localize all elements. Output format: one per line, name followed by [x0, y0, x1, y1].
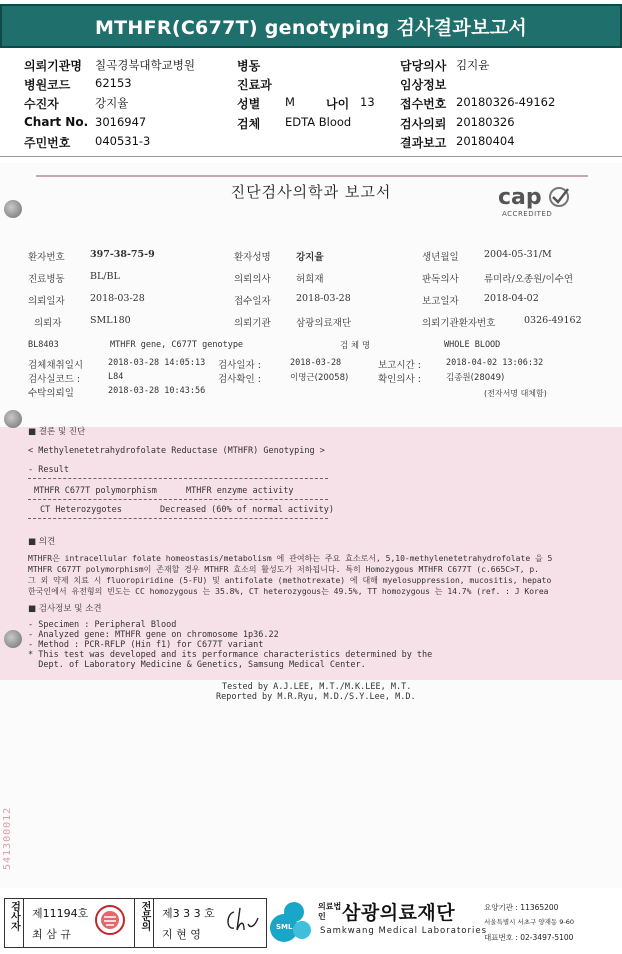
- value-patient-name: 강지율: [296, 252, 324, 263]
- opinion-text: [28, 553, 620, 597]
- label-specimen: 검체: [237, 117, 261, 131]
- value-age: 13: [360, 95, 375, 109]
- label-institution: 의뢰기관명: [24, 59, 82, 73]
- inspector-license: 제11194호: [32, 907, 89, 920]
- section-testinfo-heading: ■ 검사정보 및 소견: [28, 604, 102, 614]
- result-rule: [28, 518, 328, 519]
- value-requester: SML180: [90, 315, 131, 326]
- label-clinical-info: 임상정보: [400, 78, 447, 92]
- label-reading-doctor: 판독의사: [422, 274, 459, 285]
- value-consign-date: 2018-03-28 10:43:56: [108, 386, 206, 396]
- test-name: MTHFR gene, C677T genotype: [110, 340, 244, 350]
- test-code: BL8403: [28, 340, 59, 350]
- value-patient-number: 397-38-75-9: [90, 249, 155, 260]
- tested-by: Tested by A.J.LEE, M.T./M.K.LEE, M.T.: [222, 682, 412, 692]
- testinfo-text: [28, 620, 432, 670]
- label-patient: 수진자: [24, 97, 59, 111]
- report-heading: 진단검사의학과 보고서: [230, 183, 392, 201]
- specimen-label: 검 체 명: [340, 341, 371, 351]
- label-age: 나이: [326, 97, 350, 111]
- label-receipt-date: 접수일자: [234, 296, 271, 307]
- scan-top-rule: [36, 175, 588, 177]
- value-specimen: EDTA Blood: [285, 115, 352, 129]
- value-request-date-2: 2018-03-28: [90, 293, 145, 304]
- value-collection-time: 2018-03-28 14:05:13: [108, 358, 206, 368]
- specialist-license: 제3 3 3 호: [162, 907, 215, 920]
- section-result-heading: ■ 결론 및 진단: [28, 427, 86, 437]
- value-confirm-doctor: 김종원(28049): [446, 373, 505, 383]
- esign-note: (전자서명 대체함): [484, 389, 547, 398]
- value-hospital-code: 62153: [95, 76, 132, 90]
- value-report-time: 2018-04-02 13:06:32: [446, 358, 544, 368]
- label-request-date: 검사의뢰: [400, 117, 447, 131]
- label-sex: 성별: [237, 97, 261, 111]
- result-rule: [28, 478, 328, 479]
- label-lab-code: 검사실코드 :: [28, 374, 81, 385]
- label-report-date-2: 보고일자: [422, 296, 459, 307]
- testinfo-line: - Method : PCR-RFLP (Hin f1) for C677T variant: [28, 640, 264, 650]
- label-consign-date: 수탁의뢰일: [28, 388, 74, 399]
- value-receipt-date: 2018-03-28: [296, 293, 351, 304]
- inspector-label: 검사자: [8, 901, 20, 931]
- specimen-value: WHOLE BLOOD: [444, 340, 501, 350]
- org-code: 요양기관 : 11365200: [484, 903, 559, 912]
- value-reading-doctor: 류미라/오종원/이수연: [484, 274, 573, 285]
- testinfo-line: - Analyzed gene: MTHFR gene on chromosome 1p36.22: [28, 630, 279, 640]
- label-report-time: 보고시간 :: [378, 360, 421, 371]
- value-ward-2: BL/BL: [90, 271, 120, 282]
- testinfo-line: - Specimen : Peripheral Blood: [28, 620, 177, 630]
- value-requesting-org: 삼광의료재단: [296, 318, 352, 329]
- specialist-name: 지 현 영: [162, 928, 201, 941]
- label-confirm-doctor: 확인의사 :: [378, 374, 421, 385]
- value-resident-no: 040531-3: [95, 134, 151, 148]
- label-ward-2: 진료병동: [28, 274, 65, 285]
- value-doctor: 김지윤: [456, 58, 490, 72]
- side-serial-number: 541300012: [2, 806, 13, 870]
- report-title: MTHFR(C677T) genotyping 검사결과보고서: [94, 17, 528, 39]
- value-referring-doctor: 허희재: [296, 274, 324, 285]
- punch-hole-icon: [4, 630, 22, 648]
- label-referring-doctor: 의뢰의사: [234, 274, 271, 285]
- value-request-date: 20180326: [456, 115, 515, 129]
- value-org-patient-no: 0326-49162: [524, 315, 582, 326]
- result-col-polymorphism: MTHFR C677T polymorphism: [34, 486, 157, 496]
- result-col-enzyme: MTHFR enzyme activity: [186, 486, 294, 496]
- result-label: - Result: [28, 465, 69, 475]
- punch-hole-icon: [4, 200, 22, 218]
- checkmark-icon: [546, 185, 572, 209]
- label-resident-no: 주민번호: [24, 136, 71, 150]
- result-rule: [28, 499, 328, 500]
- label-org-patient-no: 의뢰기관환자번호: [422, 318, 496, 329]
- sml-logo-icon: [270, 898, 314, 946]
- testinfo-line: Dept. of Laboratory Medicine & Genetics, Samsung Medical Center.: [28, 660, 366, 670]
- label-requester: 의뢰자: [34, 318, 62, 329]
- seal-stamp-icon: [94, 904, 126, 936]
- value-birthdate: 2004-05-31/M: [484, 249, 552, 260]
- inspector-label-cell: [4, 898, 24, 948]
- label-collection-time: 검체채취일시: [28, 360, 84, 371]
- specialist-label: 전문의: [139, 901, 150, 931]
- specialist-label-cell: [134, 898, 154, 948]
- value-report-date-2: 2018-04-02: [484, 293, 539, 304]
- opinion-line: 한국인에서 유전형의 빈도는 CC homozygous 는 35.8%, CT heterozygous는 49.5%, TT homozygous 는 14.7% (ref. : J Korea: [28, 587, 549, 596]
- label-department: 진료과: [237, 78, 272, 92]
- label-patient-number: 환자번호: [28, 252, 65, 263]
- opinion-line: MTHFR C677T polymorphism이 존재할 경우 MTHFR 효소의 활성도가 저하됩니다. 특히 Homozygous MTHFR C677T (c.665C>T, p.: [28, 565, 539, 574]
- label-test-date: 검사일자 :: [218, 360, 261, 371]
- value-test-date: 2018-03-28: [290, 358, 342, 368]
- label-doctor: 담당의사: [400, 59, 447, 73]
- cap-logo-text: cap: [498, 185, 542, 210]
- reported-by: Reported by M.R.Ryu, M.D./S.Y.Lee, M.D.: [216, 692, 416, 702]
- org-prefix: 의료법인: [318, 902, 342, 921]
- footer: [0, 892, 622, 954]
- title-bar: [0, 4, 622, 48]
- opinion-line: MTHFR은 intracellular folate homeostasis/metabolism 에 관여하는 주요 효소로서, 5,10-methylenetetrahydrofolate 을 5: [28, 554, 553, 563]
- cap-accredited-logo: [496, 185, 580, 221]
- cap-accredited-text: ACCREDITED: [502, 210, 553, 218]
- org-address: 서울특별시 서초구 양재동 9-60: [484, 918, 575, 926]
- value-chart-no: 3016947: [95, 115, 147, 129]
- testinfo-line: * This test was developed and its performance characteristics determined by the: [28, 650, 433, 660]
- label-test-confirm: 검사확인 :: [218, 374, 261, 385]
- section-opinion-heading: ■ 의견: [28, 537, 56, 547]
- handwritten-signature-icon: [222, 904, 262, 936]
- label-request-date-2: 의뢰일자: [28, 296, 65, 307]
- label-receipt-no: 접수번호: [400, 97, 447, 111]
- result-activity: Decreased (60% of normal activity): [160, 505, 334, 515]
- opinion-line: 그 외 약제 치료 시 fluoropiridine (5-FU) 및 antifolate (methotrexate) 에 대해 myelosuppression, mucositis, hepato: [28, 576, 552, 585]
- org-english-name: Samkwang Medical Laboratories: [320, 926, 488, 936]
- label-report-date: 결과보고: [400, 136, 447, 150]
- value-report-date: 20180404: [456, 134, 515, 148]
- label-hospital-code: 병원코드: [24, 78, 71, 92]
- label-birthdate: 생년월일: [422, 252, 459, 263]
- header-info: [0, 54, 622, 154]
- inspector-name: 최 삼 규: [32, 928, 71, 941]
- value-test-confirm: 이명근(20058): [290, 373, 349, 383]
- value-lab-code: L84: [108, 372, 124, 382]
- org-phone: 대표번호 : 02-3497-5100: [484, 933, 574, 942]
- label-chart-no: Chart No.: [24, 115, 89, 129]
- value-institution: 칠곡경북대학교병원: [95, 58, 195, 72]
- sml-logo-text: SML: [276, 923, 293, 931]
- label-ward: 병동: [237, 59, 261, 73]
- org-name: 삼광의료재단: [342, 902, 456, 924]
- label-requesting-org: 의뢰기관: [234, 318, 271, 329]
- value-patient: 강지율: [95, 96, 129, 110]
- value-sex: M: [285, 95, 295, 109]
- label-patient-name: 환자성명: [234, 252, 271, 263]
- result-genotype: CT Heterozygotes: [40, 505, 122, 515]
- header-divider: [0, 156, 622, 157]
- value-receipt-no: 20180326-49162: [456, 95, 556, 109]
- result-head: < Methylenetetrahydrofolate Reductase (MTHFR) Genotyping >: [28, 446, 325, 456]
- punch-hole-icon: [4, 410, 22, 428]
